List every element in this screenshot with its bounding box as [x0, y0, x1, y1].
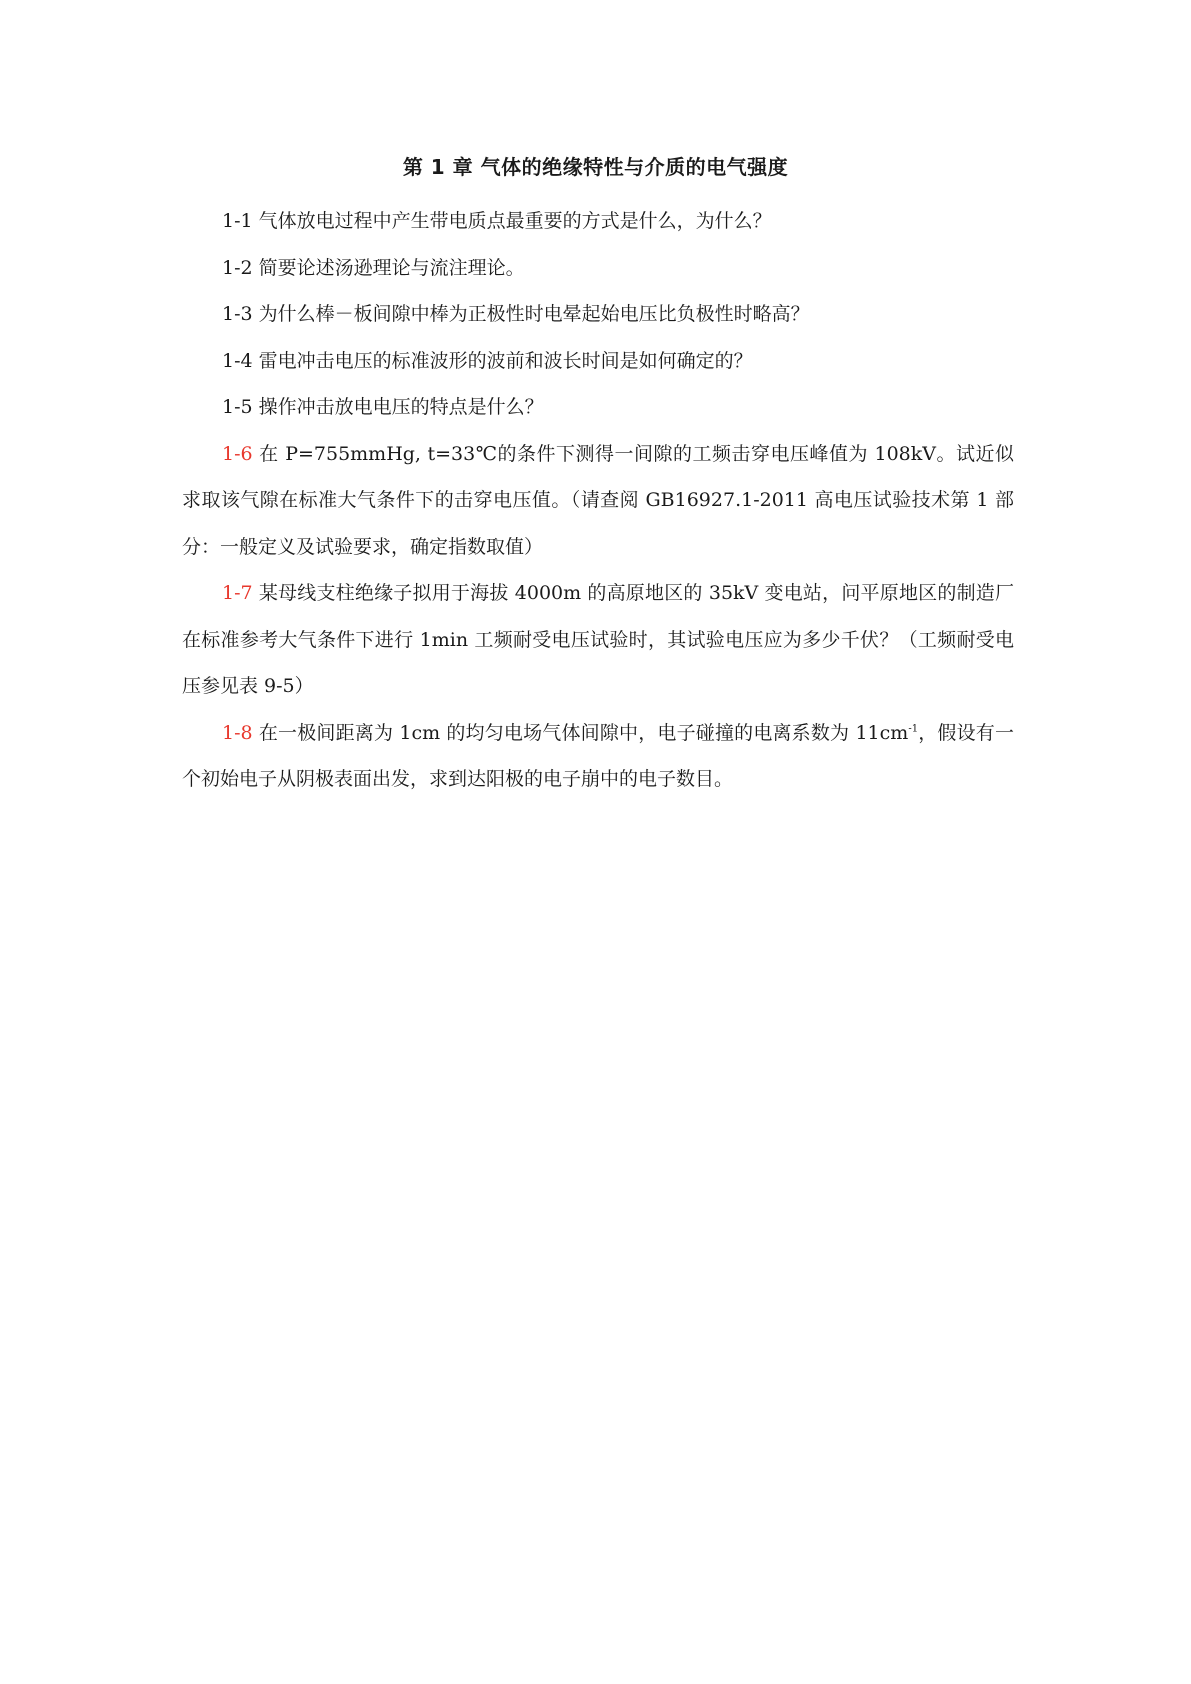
question-number: 1-4 [222, 349, 253, 372]
question-text: 某母线支柱绝缘子拟用于海拔 4000m 的高原地区的 35kV 变电站，问平原地区的制造厂在标准参考大气条件下进行 1min 工频耐受电压试验时，其试验电压应为多少千伏？（工频耐受电压参见表 9-5） [182, 582, 1014, 697]
chapter-title: 第 1 章 气体的绝缘特性与介质的电气强度 [402, 155, 789, 179]
question-number: 1-3 [222, 303, 253, 325]
question-1-6 [182, 431, 1014, 571]
question-1-4 [182, 338, 1014, 385]
question-text: 气体放电过程中产生带电质点最重要的方式是什么，为什么？ [258, 210, 772, 232]
question-text: 简要论述汤逊理论与流注理论。 [258, 256, 525, 279]
question-number-highlighted: 1-6 [222, 442, 253, 465]
question-number-highlighted: 1-7 [222, 582, 253, 604]
question-1-5 [182, 384, 1014, 431]
question-text: 雷电冲击电压的标准波形的波前和波长时间是如何确定的？ [258, 349, 753, 372]
question-text: 为什么棒－板间隙中棒为正极性时电晕起始电压比负极性时略高？ [258, 303, 810, 325]
question-text: 操作冲击放电电压的特点是什么？ [258, 396, 544, 418]
question-1-7 [182, 570, 1014, 710]
question-text: 在 P=755mmHg, t=33℃的条件下测得一间隙的工频击穿电压峰值为 108kV。试近似求取该气隙在标准大气条件下的击穿电压值。（请查阅 GB16927.1-2011 高电压试验技术第 1 部分：一般定义及试验要求，确定指数取值） [182, 442, 1014, 558]
question-text-before: 在一极间距离为 1cm 的均匀电场气体间隙中，电子碰撞的电离系数为 11cm [258, 721, 909, 744]
question-number: 1-2 [222, 256, 253, 279]
superscript-exponent: -1 [908, 723, 919, 735]
question-list [182, 198, 1014, 803]
question-1-3 [182, 291, 1014, 338]
question-1-1 [182, 198, 1014, 245]
question-1-8 [182, 710, 1014, 803]
question-text-after: ，假设有一个初始电子从阴极表面出发，求到达阳极的电子崩中的电子数目。 [182, 721, 1014, 790]
question-1-2 [182, 245, 1014, 292]
question-number: 1-1 [222, 210, 253, 232]
question-number: 1-5 [222, 396, 253, 418]
question-number-highlighted: 1-8 [222, 721, 253, 744]
